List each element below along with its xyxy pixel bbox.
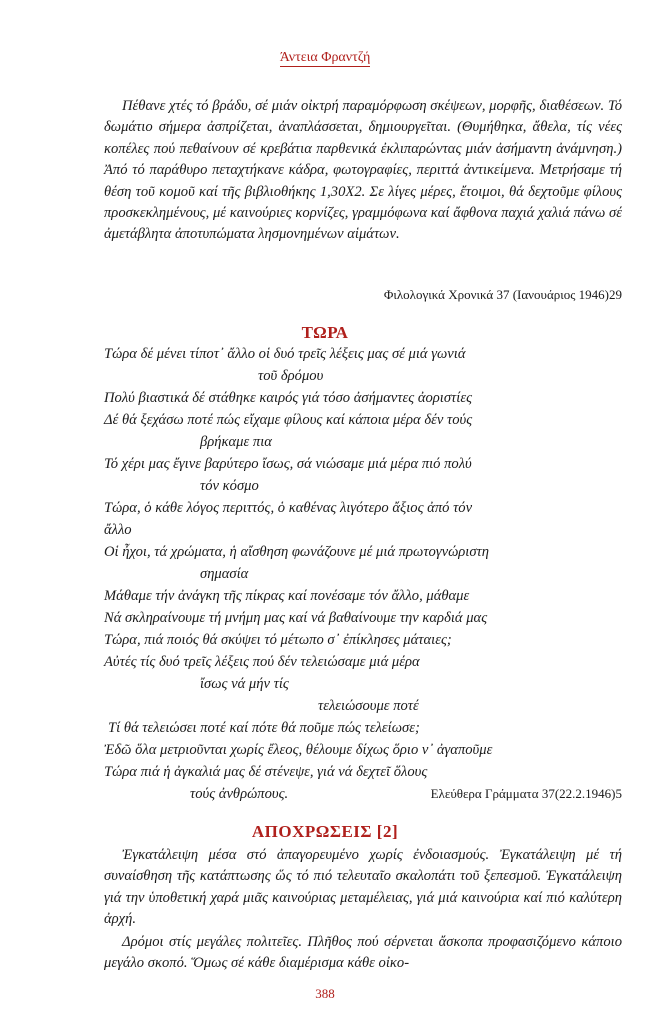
author-name: Άντεια Φραντζή [279, 50, 371, 65]
poem-line: Τώρα, πιά ποιός θά σκύψει τό μέτωπο σ᾽ ἐπίκλησες μάταιες; [104, 632, 452, 648]
section-title: ΑΠΟΧΡΩΣΕΙΣ [2] [251, 822, 399, 841]
poem-line: ἴσως νά μήν τίς [200, 676, 289, 692]
poem-line: Τό χέρι μας ἔγινε βαρύτερο ἴσως, σά νιώσαμε μιά μέρα πιό πολύ [104, 456, 472, 472]
poem-line: Δέ θά ξεχάσω ποτέ πώς εἴχαμε φίλους καί κάποια μέρα δέν τούς [104, 412, 473, 428]
section-paragraph: Δρόμοι στίς μεγάλες πολιτεῖες. Πλῆθος πού σέρνεται ἄσκοπα προφασιζόμενο κάποιο μεγάλο σκοπό. Ὅμως σέ κάθε διαμέρισμα κάθε οἰκο- [104, 934, 622, 972]
poem-line: Ἐδῶ ὅλα μετριοῦνται χωρίς ἔλεος, θέλουμε δίχως ὅριο ν᾽ ἀγαποῦμε [104, 742, 493, 758]
poem-line: τόν κόσμο [200, 478, 259, 494]
poem-line: τοῦ δρόμου [258, 368, 324, 384]
poem-line: Τώρα, ὁ κάθε λόγος περιττός, ὁ καθένας λιγότερο ἄξιος ἀπό τόν [104, 500, 473, 516]
poem-line: Μάθαμε τήν ἀνάγκη τῆς πίκρας καί πονέσαμε τόν ἄλλο, μάθαμε [104, 588, 470, 604]
poem-title: ΤΩΡΑ [301, 323, 349, 342]
page-number: 388 [315, 986, 335, 1001]
poem-source-citation: Ελεύθερα Γράμματα 37(22.2.1946)5 [430, 786, 622, 801]
poem-line: Αὐτές τίς δυό τρεῖς λέξεις πού δέν τελειώσαμε μιά μέρα [104, 654, 420, 670]
poem-line: Πολύ βιαστικά δέ στάθηκε καιρός γιά τόσο ἀσήμαντες ἀοριστίες [104, 390, 472, 406]
poem-line: ἄλλο [104, 522, 132, 538]
poem-line: Τώρα πιά ἡ ἀγκαλιά μας δέ στένεψε, γιά νά δεχτεῖ ὅλους [104, 764, 428, 780]
intro-source-citation: Φιλολογικά Χρονικά 37 (Ιανουάριος 1946)29 [383, 287, 622, 302]
intro-paragraph: Πέθανε χτές τό βράδυ, σέ μιάν οἰκτρή παραμόρφωση σκέψεων, μορφῆς, διαθέσεων. Τό δωμάτιο σήμερα ἀσπρίζεται, ἀναπλάσσεται, δημιουργεῖται. (Θυμήθηκα, ἄθελα, τίς νέες κοπέλες πού πεθαίνουν σέ κρεβάτια παρθενικά ἐκλιπαρώντας μιάν ἀσήμαντη ἀνάμνηση.) Ἀπό τό παράθυρο πεταχτήκανε κάδρα, φωτογραφίες, περιττά ἀντικείμενα. Μετρήσαμε τή θέση τοῦ κομοῦ καί τῆς βιβλιοθήκης 1,30X2. Σε λίγες μέρες, ἔτοιμοι, θά δεχτοῦμε φίλους προσκεκλημένους, μέ καινούριες κορνίζες, γραμμόφωνα καί ἄφθονα παχιά χαλιά πάνω σέ ἀμετάβλητα ἀποτυπώματα λησμονημένων αἱμάτων. [104, 98, 622, 243]
poem-line: τούς ἀνθρώπους. [190, 786, 289, 802]
poem-line: Νά σκληραίνουμε τή μνήμη μας καί νά βαθαίνουμε την καρδιά μας [104, 610, 488, 626]
poem-line: σημασία [200, 566, 249, 582]
running-header [0, 48, 650, 66]
section-paragraph: Ἐγκατάλειψη μέσα στό ἀπαγορευμένο χωρίς ἐνδοιασμούς. Ἐγκατάλειψη μέ τή συναίσθηση τῆς κατάπτωσης ὥς τό πιό τελευταῖο σκαλοπάτι τοῦ ξεπεσμοῦ. Ἐγκατάλειψη γιά την ὑποθετική χαρά μιᾶς καινούριας μεταμέλειας, γιά μιά καινούρια καί πιό καλύτερη ἀρχή. [104, 847, 622, 928]
poem-line: Τί θά τελειώσει ποτέ καί πότε θά ποῦμε πώς τελείωσε; [108, 720, 420, 736]
poem-line: τελειώσουμε ποτέ [318, 698, 419, 714]
poem-line: Οἱ ἦχοι, τά χρώματα, ἡ αἴσθηση φωνάζουνε μέ μιά πρωτογνώριστη [104, 544, 489, 560]
poem-line: Τώρα δέ μένει τίποτ᾽ ἄλλο οἱ δυό τρεῖς λέξεις μας σέ μιά γωνιά [104, 346, 466, 362]
poem-line: βρήκαμε πια [200, 434, 272, 450]
